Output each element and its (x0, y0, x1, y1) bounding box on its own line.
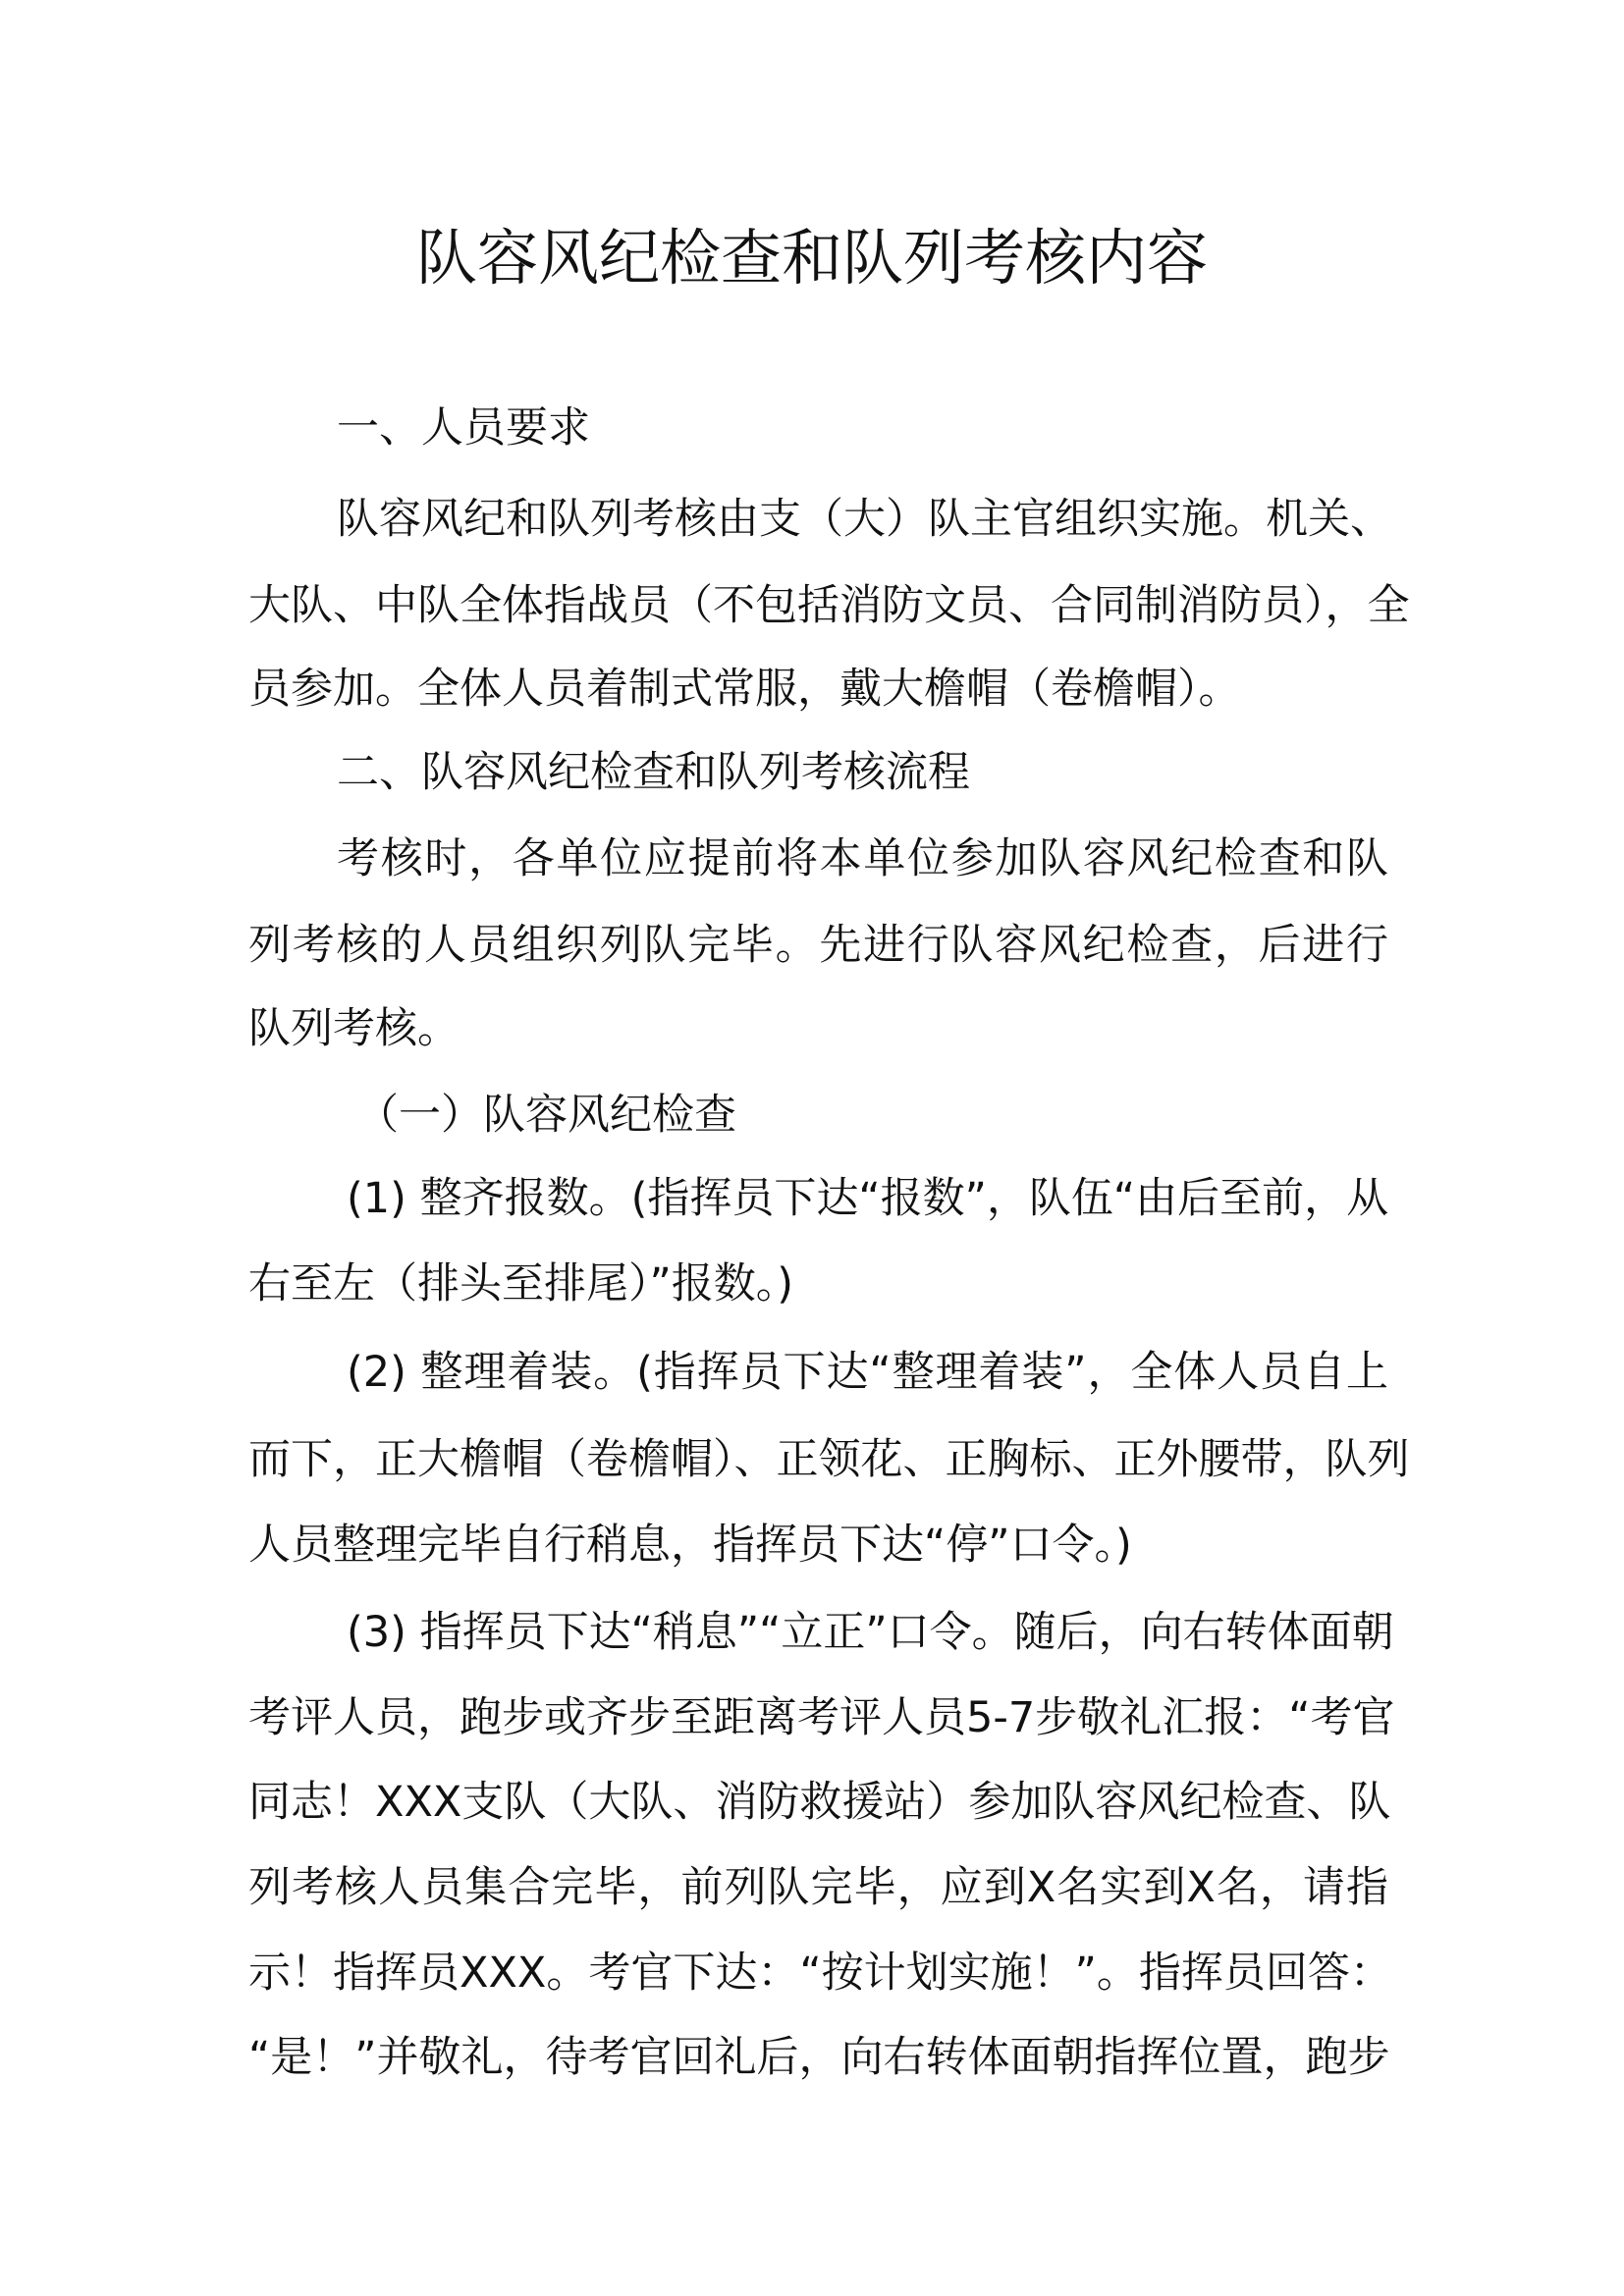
paragraph-line: 考核时，各单位应提前将本单位参加队容风纪检查和队 (337, 834, 1388, 883)
paragraph-line: 队容风纪和队列考核由支（大）队主官组织实施。机关、 (337, 495, 1392, 544)
paragraph-line: 而下，正大檐帽（卷檐帽）、正领花、正胸标、正外腰带，队列 (248, 1435, 1410, 1484)
paragraph-line: 考评人员，跑步或齐步至距离考评人员5-7步敬礼汇报：“考官 (248, 1693, 1395, 1742)
document-title: 队容风纪检查和队列考核内容 (415, 222, 1208, 294)
paragraph-line: 示！指挥员XXX。考官下达：“按计划实施！”。指挥员回答： (248, 1949, 1392, 1998)
section-heading-personnel: 一、人员要求 (337, 403, 590, 453)
paragraph-line: “是！”并敬礼，待考官回礼后，向右转体面朝指挥位置，跑步 (248, 2033, 1390, 2082)
paragraph-line: 队列考核。 (248, 1004, 460, 1053)
paragraph-line: (1) 整齐报数。(指挥员下达“报数”，队伍“由后至前，从 (347, 1174, 1389, 1223)
subsection-heading: （一）队容风纪检查 (356, 1091, 736, 1140)
paragraph-line: 员参加。全体人员着制式常服，戴大檐帽（卷檐帽）。 (248, 665, 1241, 714)
paragraph-line: (2) 整理着装。(指挥员下达“整理着装”，全体人员自上 (347, 1348, 1388, 1397)
paragraph-line: 右至左（排头至排尾）”报数。) (248, 1259, 794, 1308)
paragraph-line: 列考核人员集合完毕，前列队完毕，应到X名实到X名，请指 (248, 1863, 1388, 1912)
paragraph-line: 列考核的人员组织列队完毕。先进行队容风纪检查，后进行 (248, 921, 1388, 970)
section-heading-process: 二、队容风纪检查和队列考核流程 (337, 748, 970, 797)
paragraph-line: 同志！XXX支队（大队、消防救援站）参加队容风纪检查、队 (248, 1778, 1391, 1827)
paragraph-line: 大队、中队全体指战员（不包括消防文员、合同制消防员），全 (248, 581, 1410, 630)
paragraph-line: (3) 指挥员下达“稍息”“立正”口令。随后，向右转体面朝 (347, 1608, 1394, 1657)
paragraph-line: 人员整理完毕自行稍息，指挥员下达“停”口令。) (248, 1521, 1132, 1570)
